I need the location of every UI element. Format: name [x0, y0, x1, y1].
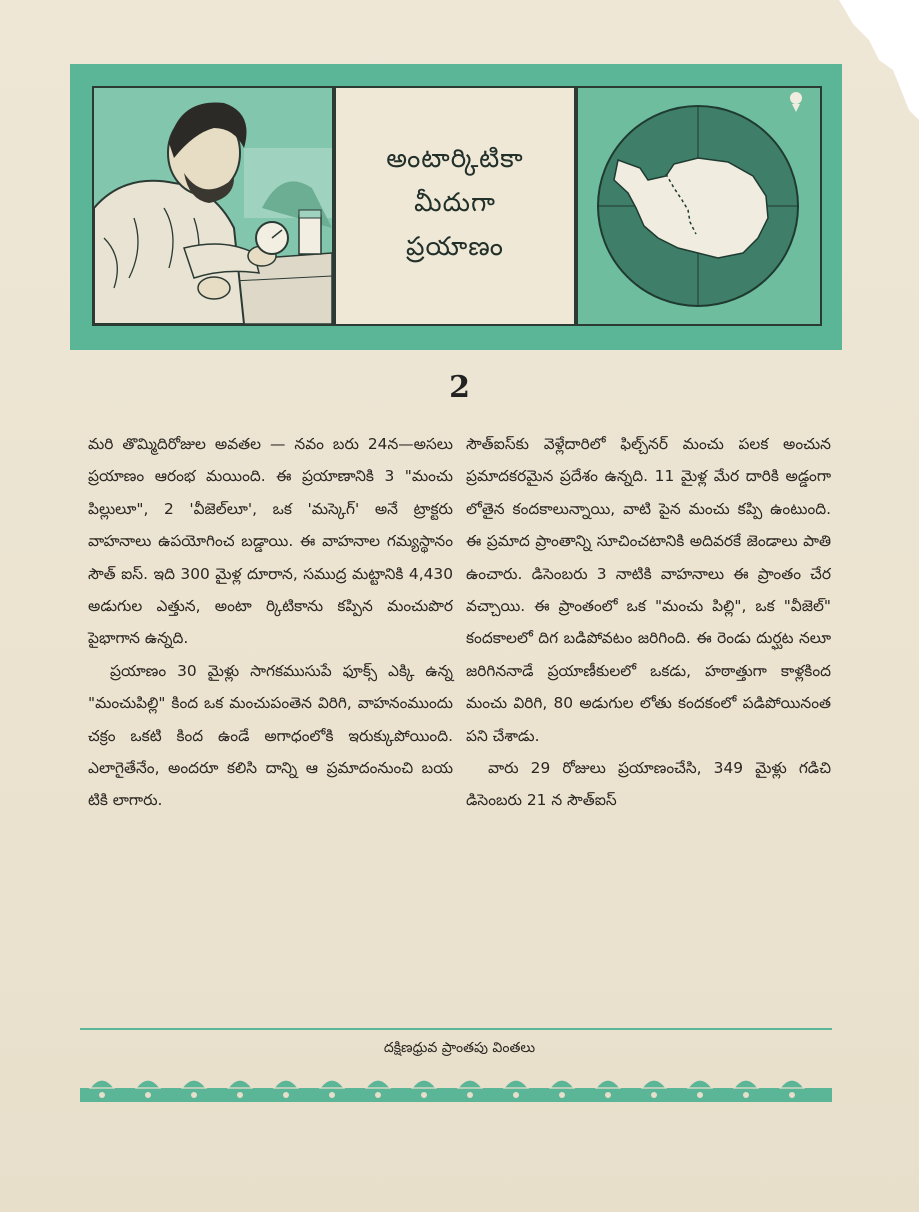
right-paragraph-2: వారు 29 రోజులు ప్రయాణంచేసి, 349 మైళ్లు గడిచి డిసెంబరు 21 న సౌత్ఐస్ [466, 759, 831, 810]
page-number: 2 [449, 370, 470, 405]
left-paragraph-2: ప్రయాణం 30 మైళ్లు సాగకముసుపే ఫూక్స్ ఎక్కి ఉన్న "మంచుపిల్లి" కింద ఒక మంచుపంతెన విరిగి, వాహనంముందు చక్రం ఒకటి కింద ఉండే అగాధంలోకి ఇరుక్కుపోయింది. ఎలాగైతేనేం, అందరూ కలిసి దాన్ని ఆ ప్రమాదంనుంచి బయ టికి లాగారు. [88, 661, 453, 810]
left-paragraph-1: మరి తొమ్మిదిరోజుల అవతల — నవం బరు 24న—అసలు ప్రయాణం ఆరంభ మయింది. ఈ ప్రయాణానికి 3 "మంచు పిల్లులూ", 2 'వీజెల్‌లూ', ఒక 'మస్కెగ్' అనే ట్రాక్టరు వాహనాలు ఉపయోగించ బడ్డాయి. ఈ వాహనాల గమ్యస్థానం సౌత్ ఐస్. ఇది 300 మైళ్ల దూరాన, సముద్ర మట్టానికి 4,430 అడుగుల ఎత్తున, అంటా ర్కిటికాను కప్పిన మంచుపొర పైభాగాన ఉన్నది. [88, 435, 453, 648]
man-with-tools-illustration-icon [94, 88, 332, 324]
right-paragraph-1: సౌత్ఐస్‌కు వెళ్లేదారిలో ఫిల్చ్‌నర్ మంచు పలక అంచున ప్రమాదకరమైన ప్రదేశం ఉన్నది. 11 మైళ్ల మేర దారికి అడ్డంగా లోతైన కందకాలున్నాయి, వాటి పైన మంచు కప్పి ఉంటుంది. ఈ ప్రమాద ప్రాంతాన్ని సూచించటానికి అదివరకే జెండాలు పాతి ఉంచారు. డిసెంబరు 3 నాటికి వాహనాలు ఈ ప్రాంతం చేర వచ్చాయి. ఈ ప్రాంతంలో ఒక "మంచు పిల్లి", ఒక "వీజెల్" కందకాలలో దిగ బడిపోవటం జరిగింది. ఈ రెండు దుర్ఘట నలూ జరిగిననాడే ప్రయాణీకులలో ఒకడు, హఠాత్తుగా కాళ్లకింద మంచు విరిగి, 80 అడుగుల లోతు కందకంలో పడిపోయినంత పని చేశాడు. [466, 435, 831, 745]
antarctica-map-icon [578, 88, 820, 324]
left-column [88, 428, 453, 817]
title-panel [334, 86, 576, 326]
footer-caption: దక్షిణధ్రువ ప్రాంతపు వింతలు [383, 1040, 536, 1056]
title-line-1: అంటార్కిటికా [386, 144, 524, 174]
ornamental-border-icon [80, 1070, 832, 1110]
title-line-2: మీదుగా [414, 188, 496, 218]
right-column [466, 428, 831, 817]
footer-rule [80, 1028, 832, 1030]
torn-corner-icon [839, 0, 919, 120]
title-line-3: ప్రయాణం [406, 232, 504, 262]
illustration-panel [92, 86, 334, 326]
map-panel [576, 86, 822, 326]
header-banner [70, 64, 842, 350]
